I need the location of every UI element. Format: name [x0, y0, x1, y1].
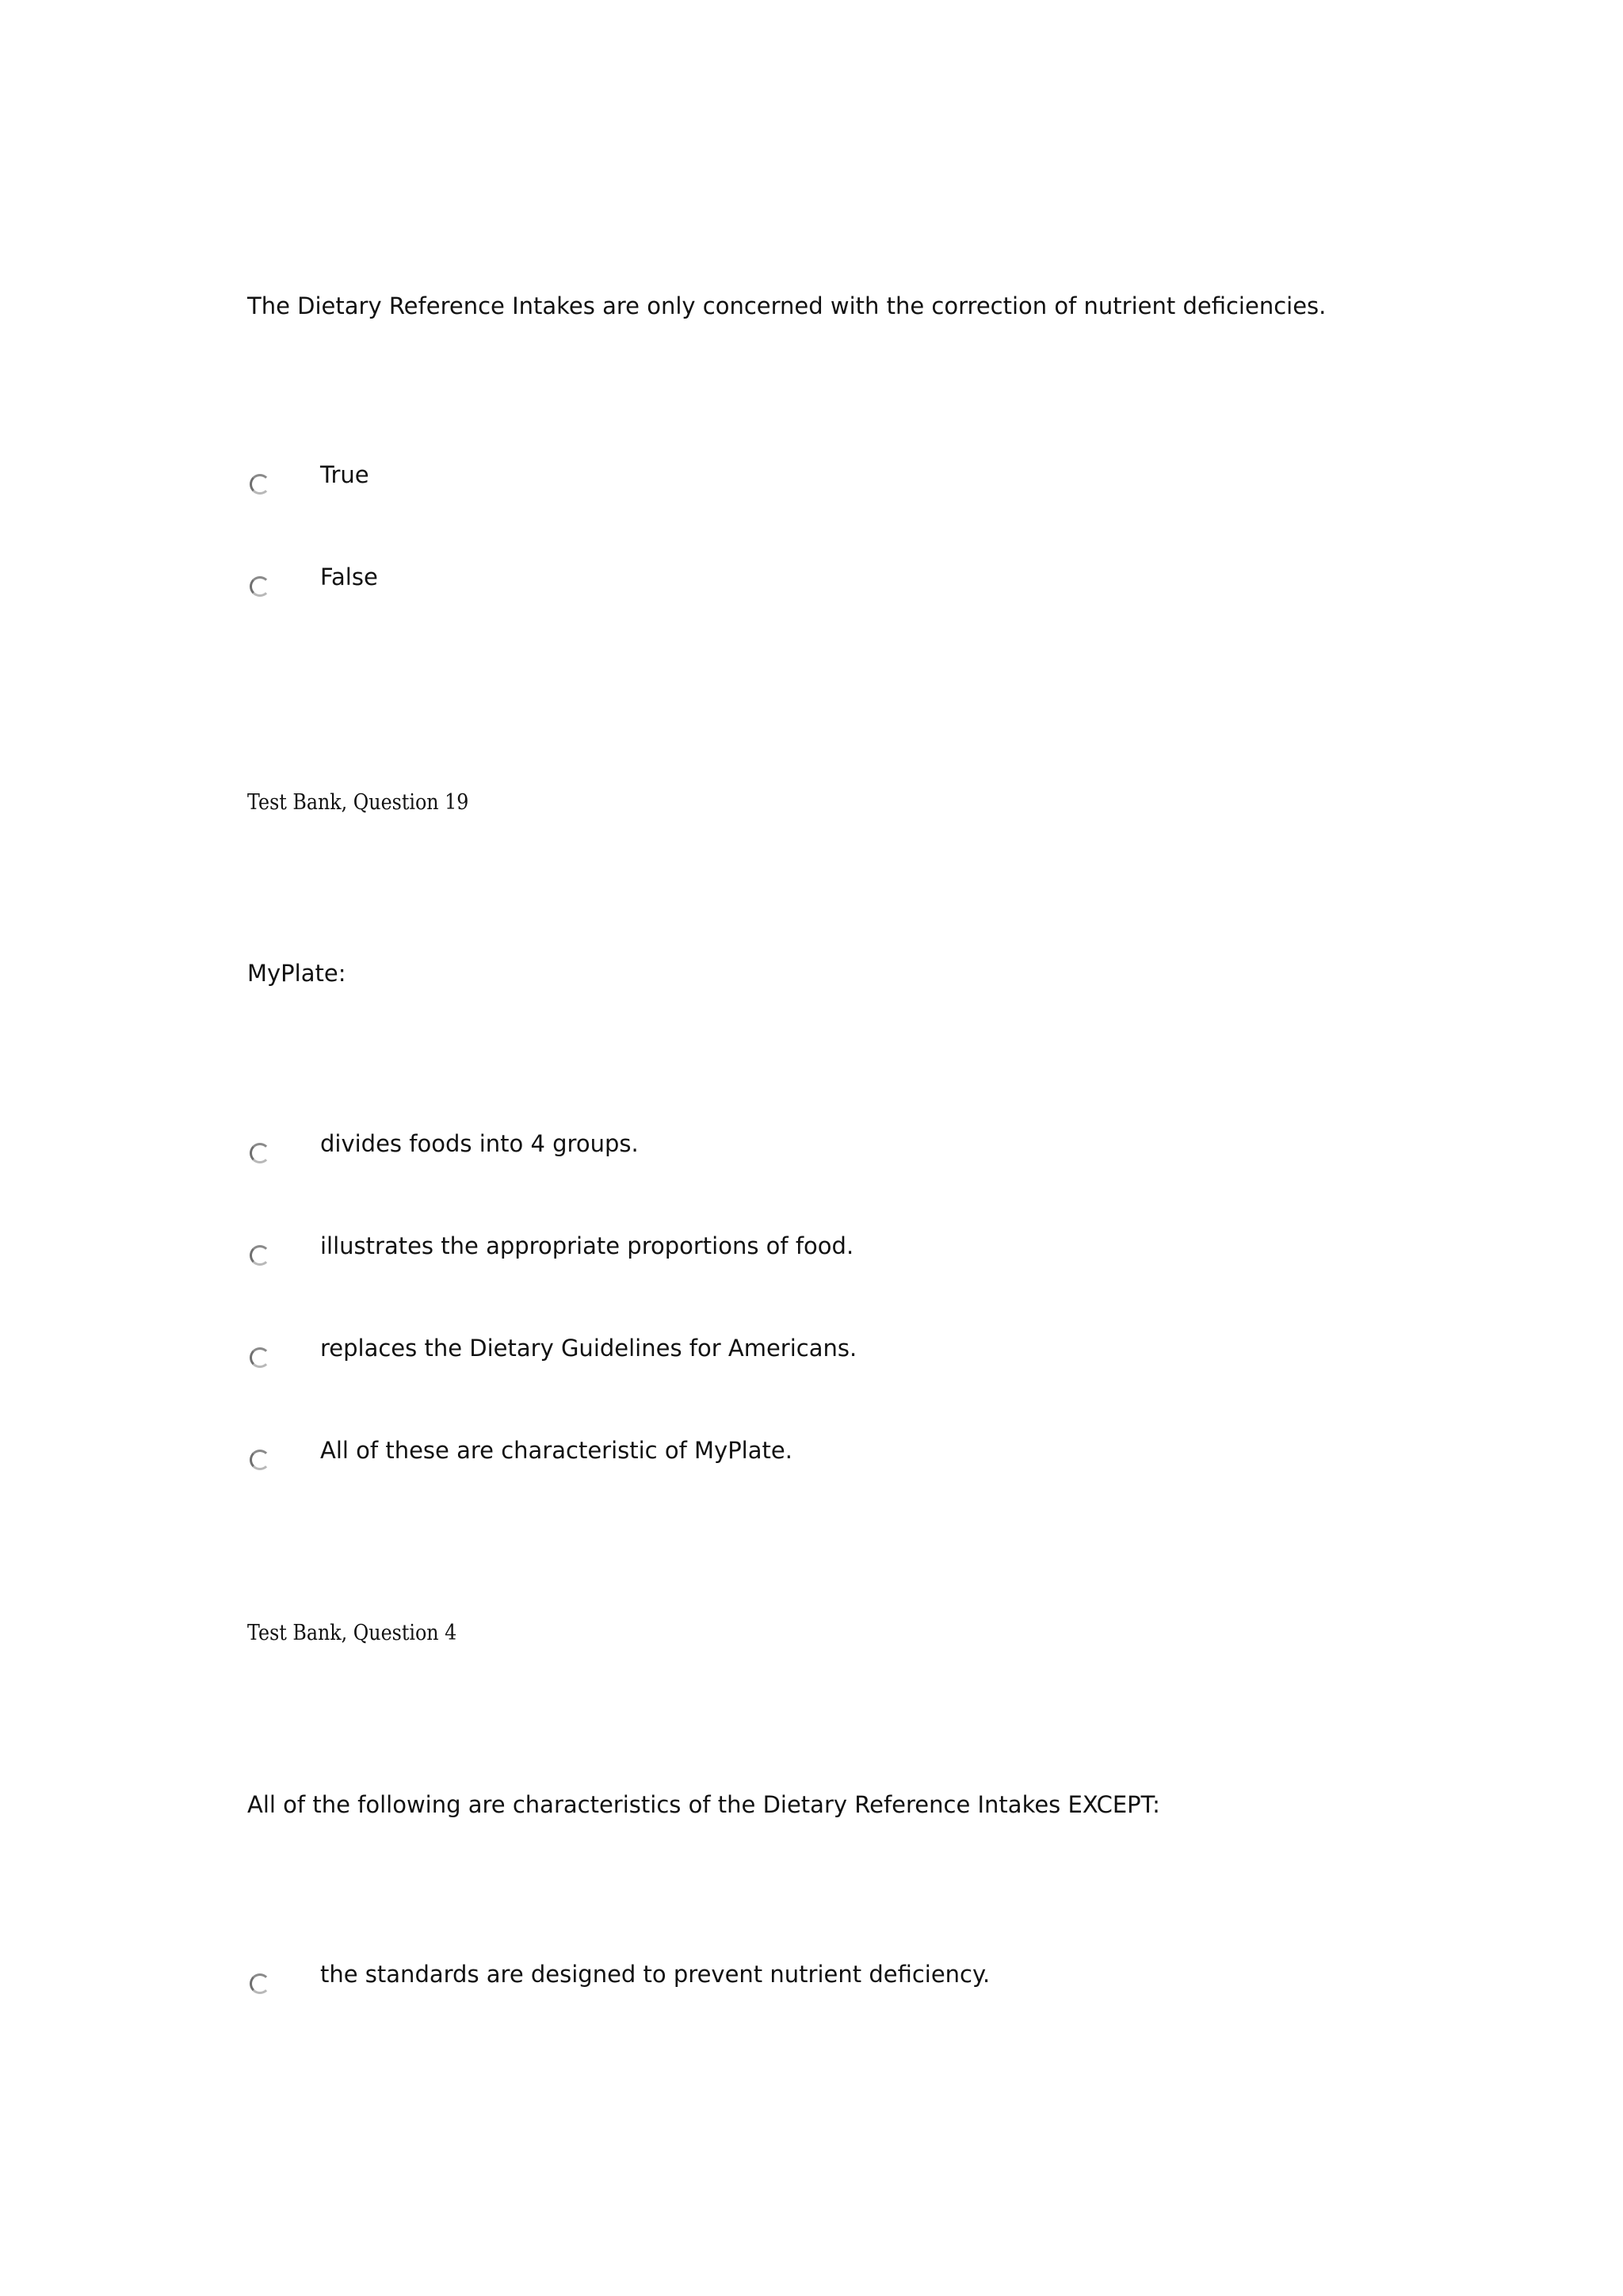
- radio-button[interactable]: [250, 1450, 270, 1470]
- question-1-prompt: The Dietary Reference Intakes are only concerned with the correction of nutrient deficiencies.: [247, 292, 1327, 319]
- option-label: All of these are characteristic of MyPlate.: [320, 1437, 792, 1464]
- radio-button[interactable]: [250, 474, 270, 495]
- question-2-option-1[interactable]: [247, 1129, 1357, 1177]
- option-label: replaces the Dietary Guidelines for Americans.: [320, 1335, 857, 1362]
- radio-button[interactable]: [250, 1143, 270, 1163]
- question-3-option-1[interactable]: [247, 1960, 1357, 2008]
- question-2-prompt: MyPlate:: [247, 960, 346, 987]
- radio-button[interactable]: [250, 576, 270, 597]
- question-1-option-false[interactable]: [247, 563, 1357, 610]
- question-2-option-4[interactable]: [247, 1436, 1357, 1484]
- radio-button[interactable]: [250, 1347, 270, 1368]
- question-2-option-2[interactable]: [247, 1232, 1357, 1279]
- radio-button[interactable]: [250, 1245, 270, 1266]
- option-label: the standards are designed to prevent nutrient deficiency.: [320, 1961, 991, 1988]
- radio-button[interactable]: [250, 1973, 270, 1994]
- question-2-option-3[interactable]: [247, 1334, 1357, 1381]
- option-label: True: [320, 461, 369, 488]
- question-3-prompt: All of the following are characteristics of the Dietary Reference Intakes EXCEPT:: [247, 1791, 1160, 1818]
- question-2-bank-label: Test Bank, Question 19: [247, 790, 469, 815]
- option-label: False: [320, 563, 378, 590]
- question-1-option-true[interactable]: [247, 460, 1357, 508]
- question-3-bank-label: Test Bank, Question 4: [247, 1621, 457, 1645]
- option-label: illustrates the appropriate proportions of food.: [320, 1232, 854, 1259]
- option-label: divides foods into 4 groups.: [320, 1130, 639, 1157]
